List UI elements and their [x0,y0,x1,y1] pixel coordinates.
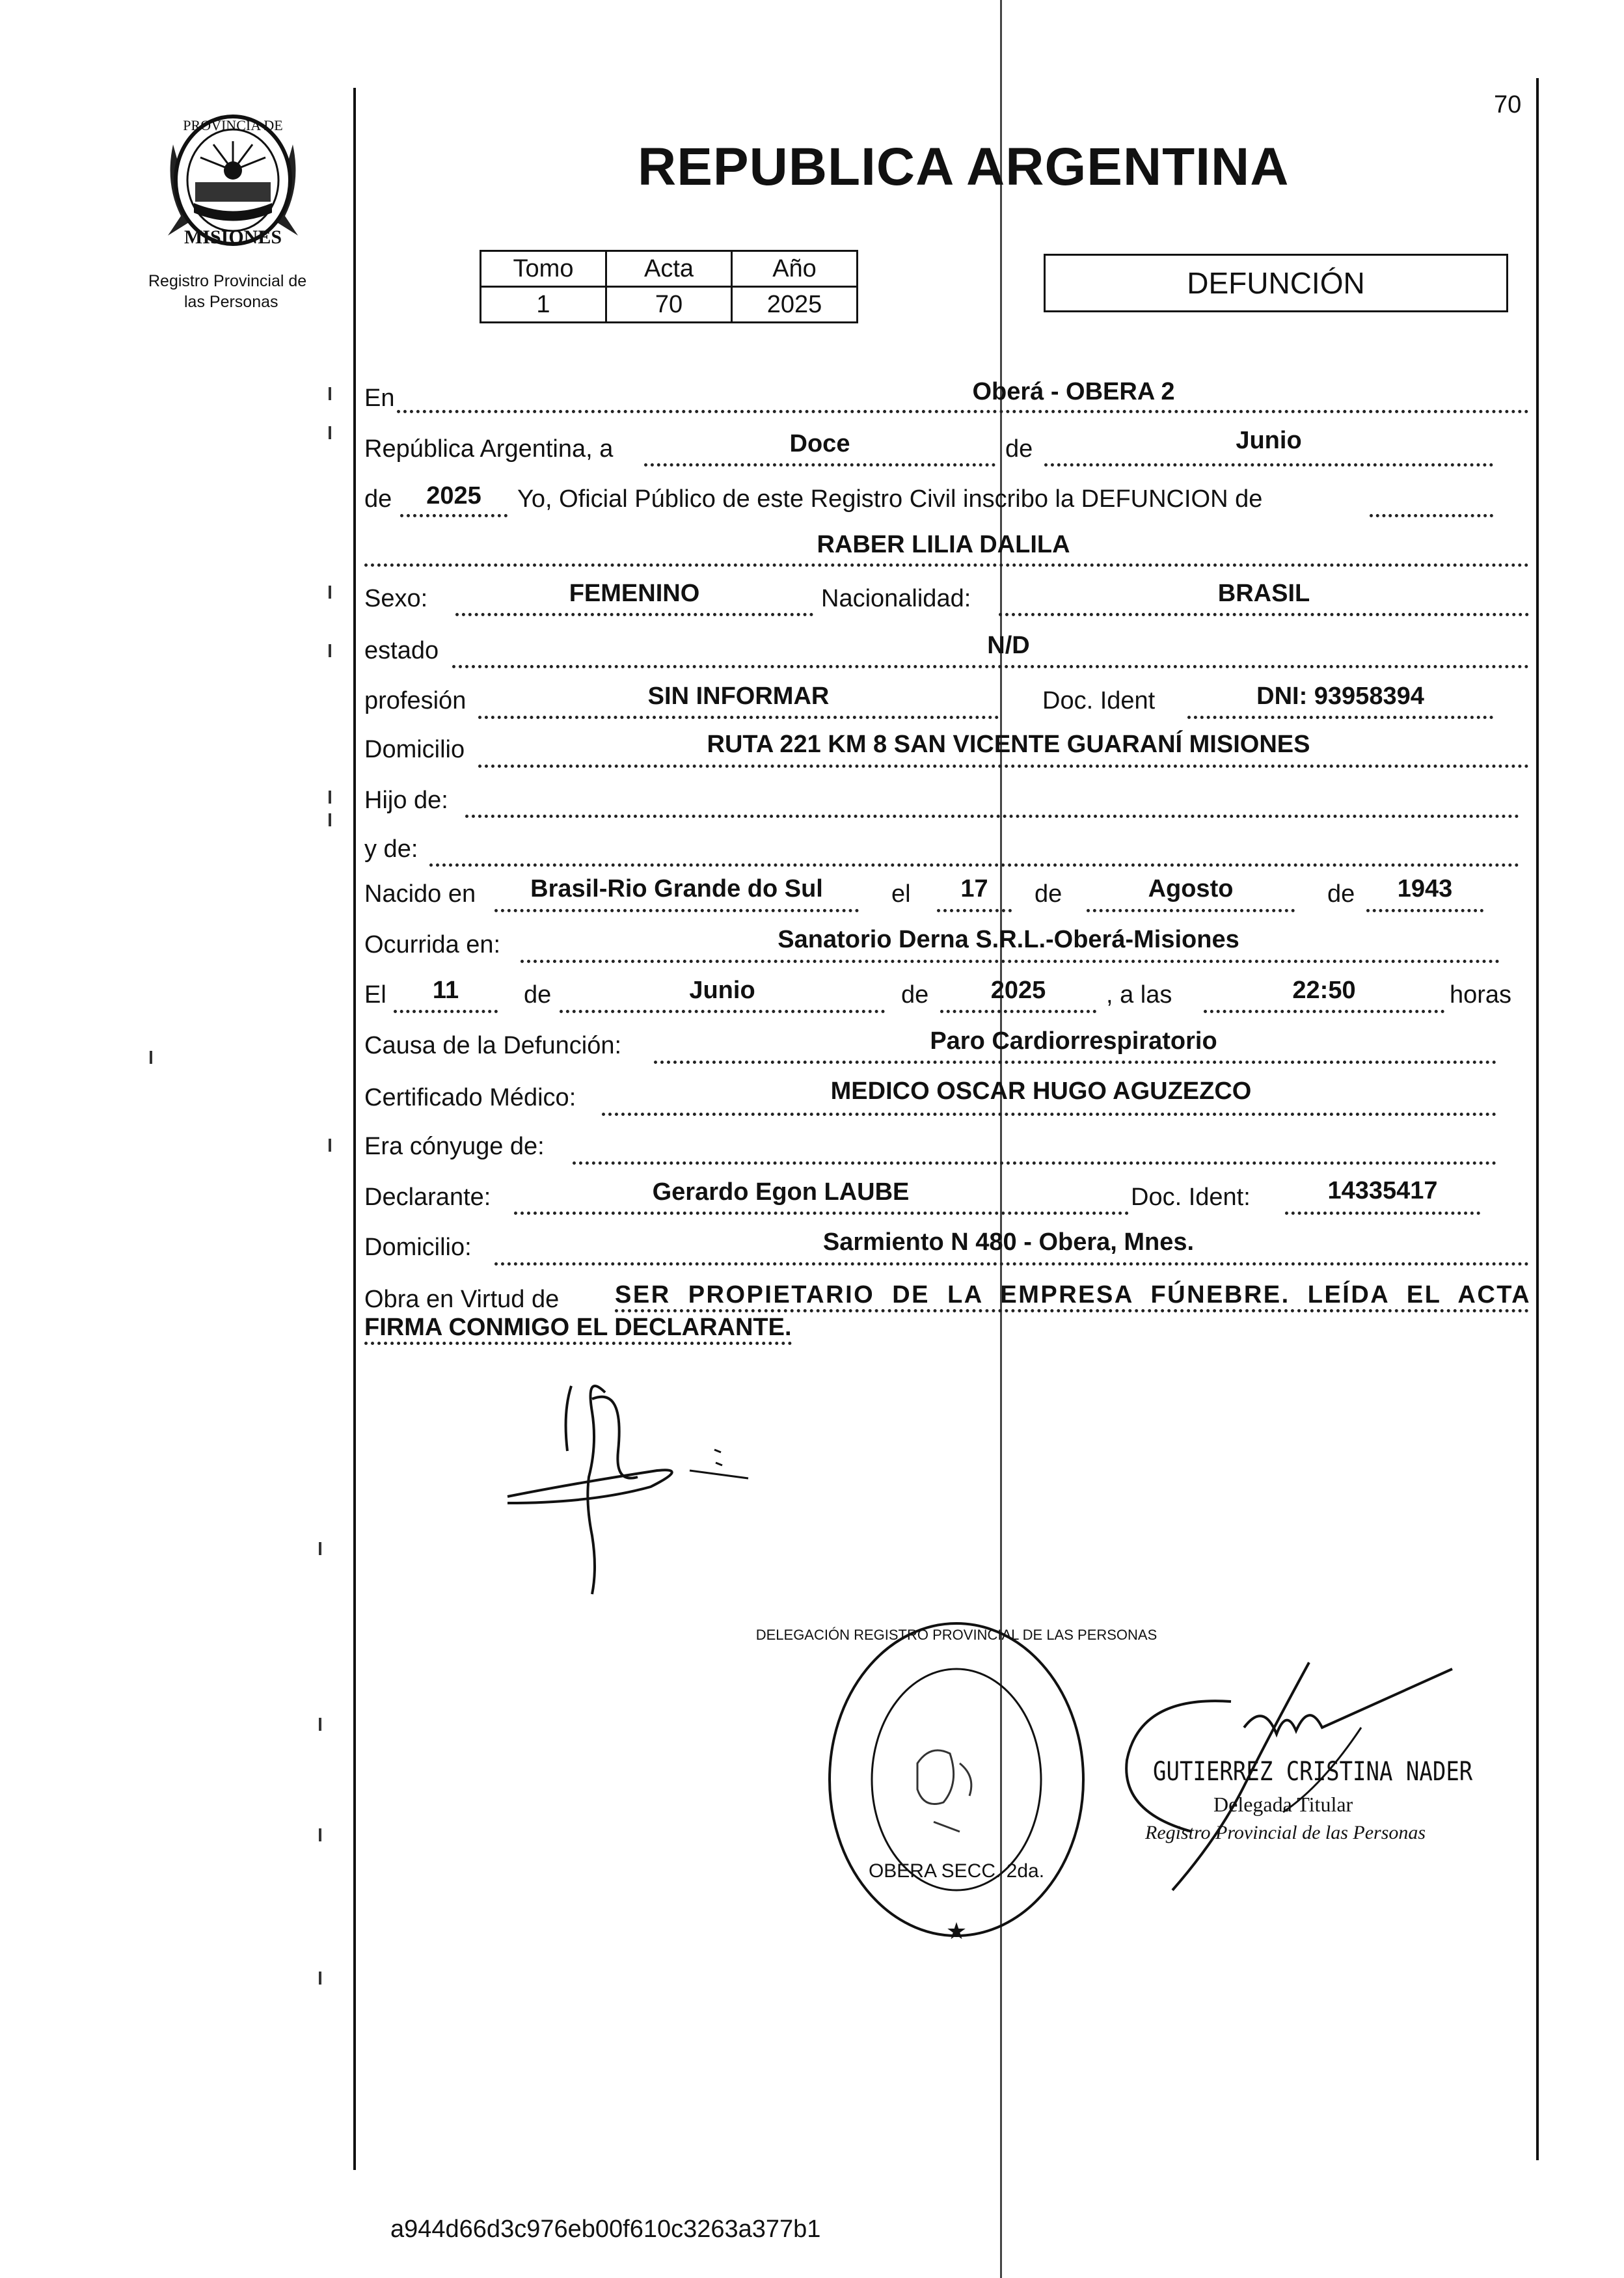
stamp-registry: Registro Provincial de las Personas [1145,1822,1426,1843]
certificado-value: MEDICO OSCAR HUGO AGUZEZCO [830,1078,1252,1105]
sexo-label: Sexo: [364,585,428,612]
ref-value-ano: 2025 [732,287,858,323]
dots-line [1370,514,1493,517]
obra-value-line1: SER PROPIETARIO DE LA EMPRESA FÚNEBRE. LEÍDA EL ACTA [615,1281,1529,1312]
margin-tick [150,1051,152,1064]
dots-line [452,665,1529,668]
el-label: el [891,880,911,908]
dots-line [1285,1212,1480,1215]
page-title: REPUBLICA ARGENTINA [638,137,1290,197]
obra-label: Obra en Virtud de [364,1286,560,1313]
dots-line [494,909,859,912]
ocurrida-label: Ocurrida en: [364,931,501,958]
declarante-label: Declarante: [364,1184,491,1211]
de-label: de [1005,435,1033,463]
ref-header-ano: Año [732,251,858,287]
death-month: Junio [689,977,755,1004]
el-cap-label: El [364,981,386,1009]
margin-tick [319,1972,321,1985]
a-las-label: , a las [1106,981,1172,1009]
page-number: 70 [1494,91,1522,118]
stamp-role: Delegada Titular [1213,1793,1353,1816]
ref-header-acta: Acta [606,251,732,287]
death-time: 22:50 [1292,977,1356,1004]
death-year: 2025 [990,977,1046,1004]
profesion-label: profesión [364,687,467,714]
dots-line [514,1212,1129,1215]
dots-line [937,909,1012,912]
dots-line [494,1262,1529,1266]
dots-line [654,1061,1496,1064]
dots-line [478,765,1529,768]
declarant-signature [494,1373,768,1607]
dots-line [560,1010,885,1013]
dots-line [465,815,1519,818]
nacionalidad-value: BRASIL [1217,580,1310,607]
dots-line [1187,716,1493,719]
hijo-label: Hijo de: [364,787,448,814]
nacido-label: Nacido en [364,880,476,908]
yde-label: y de: [364,835,418,863]
nacionalidad-label: Nacionalidad: [821,585,971,612]
obra-value-line2: FIRMA CONMIGO EL DECLARANTE. [364,1313,792,1345]
dots-line [644,463,995,467]
margin-tick [319,1828,321,1841]
left-margin-line [353,88,356,2170]
certificado-label: Certificado Médico: [364,1084,576,1111]
official-seal [755,1614,1157,1946]
doc-ident-value: DNI: 93958394 [1256,683,1424,710]
dots-line [999,613,1529,616]
de-label: de [524,981,552,1009]
dots-line [1044,463,1493,467]
conyuge-label: Era cónyuge de: [364,1133,545,1160]
margin-tick [329,387,331,400]
death-day: 11 [432,977,459,1004]
en-value: Oberá - OBERA 2 [972,378,1175,405]
margin-tick [329,813,331,826]
day-value: Doce [789,430,850,457]
record-type-box [1044,254,1508,312]
birth-year: 1943 [1397,875,1453,902]
dots-line [429,863,1519,867]
margin-tick [319,1718,321,1731]
dots-line [1366,909,1483,912]
de-label: de [1327,880,1355,908]
stamp-name: GUTIERREZ CRISTINA NADER [1153,1757,1473,1787]
domicilio-label: Domicilio [364,736,465,763]
domicilio-value: RUTA 221 KM 8 SAN VICENTE GUARANÍ MISIONES [707,731,1310,758]
logo-text-bottom: MISIONES [183,226,282,248]
birth-day: 17 [960,875,988,902]
reference-table [480,250,858,323]
profesion-value: SIN INFORMAR [647,683,830,710]
dots-line [397,410,1529,413]
misiones-logo [155,105,311,262]
record-type: DEFUNCIÓN [1187,266,1365,300]
dots-line [364,563,1529,567]
logo-text-top: PROVINCIA DE [183,117,283,133]
yo-text: Yo, Oficial Público de este Registro Civil inscribo la DEFUNCION de [517,485,1263,513]
doc-ident2-label: Doc. Ident: [1131,1184,1251,1211]
seal-star-icon: ★ [945,1918,968,1944]
ref-value-acta: 70 [606,287,732,323]
margin-tick [319,1542,321,1555]
domicilio2-value: Sarmiento N 480 - Obera, Mnes. [822,1228,1195,1256]
margin-tick [329,586,331,599]
dots-line [394,1010,498,1013]
estado-label: estado [364,637,439,664]
registry-caption-1: Registro Provincial de [148,272,307,290]
dots-line [940,1010,1096,1013]
dots-line [400,514,508,517]
de-label: de [901,981,929,1009]
ref-value-tomo: 1 [481,287,606,323]
month-value: Junio [1236,427,1302,454]
causa-value: Paro Cardiorrespiratorio [930,1027,1217,1055]
seal-ring-text: DELEGACIÓN REGISTRO PROVINCIAL DE LAS PERSONAS [755,1627,1157,1643]
margin-tick [329,644,331,657]
horas-label: horas [1450,981,1512,1009]
declarante-value: Gerardo Egon LAUBE [652,1178,910,1206]
nacido-value: Brasil-Rio Grande do Sul [530,875,823,902]
dots-line [602,1113,1496,1116]
deceased-name: RABER LILIA DALILA [817,531,1070,558]
de-label: de [1035,880,1062,908]
sexo-value: FEMENINO [569,580,700,607]
domicilio2-label: Domicilio: [364,1234,472,1261]
doc-ident-label: Doc. Ident [1042,687,1156,714]
document-hash: a944d66d3c976eb00f610c3263a377b1 [390,2216,821,2243]
registry-caption-2: las Personas [184,293,278,311]
causa-label: Causa de la Defunción: [364,1032,622,1059]
dots-line [1087,909,1295,912]
ref-header-tomo: Tomo [481,251,606,287]
republica-label: República Argentina, a [364,435,614,463]
de-label: de [364,485,392,513]
en-label: En [364,385,395,412]
ocurrida-value: Sanatorio Derna S.R.L.-Oberá-Misiones [778,926,1239,953]
margin-tick [329,1139,331,1152]
birth-month: Agosto [1148,875,1234,902]
dots-line [455,613,813,616]
dots-line [521,960,1500,963]
dots-line [1204,1010,1444,1013]
margin-tick [329,426,331,439]
right-margin-line [1536,78,1539,2160]
dots-line [478,716,999,719]
seal-center-text: OBERA SECC. 2da. [868,1860,1045,1882]
margin-tick [329,791,331,804]
year-value: 2025 [426,482,481,509]
dots-line [573,1161,1496,1165]
estado-value: N/D [987,632,1030,659]
doc-ident2-value: 14335417 [1327,1177,1438,1204]
